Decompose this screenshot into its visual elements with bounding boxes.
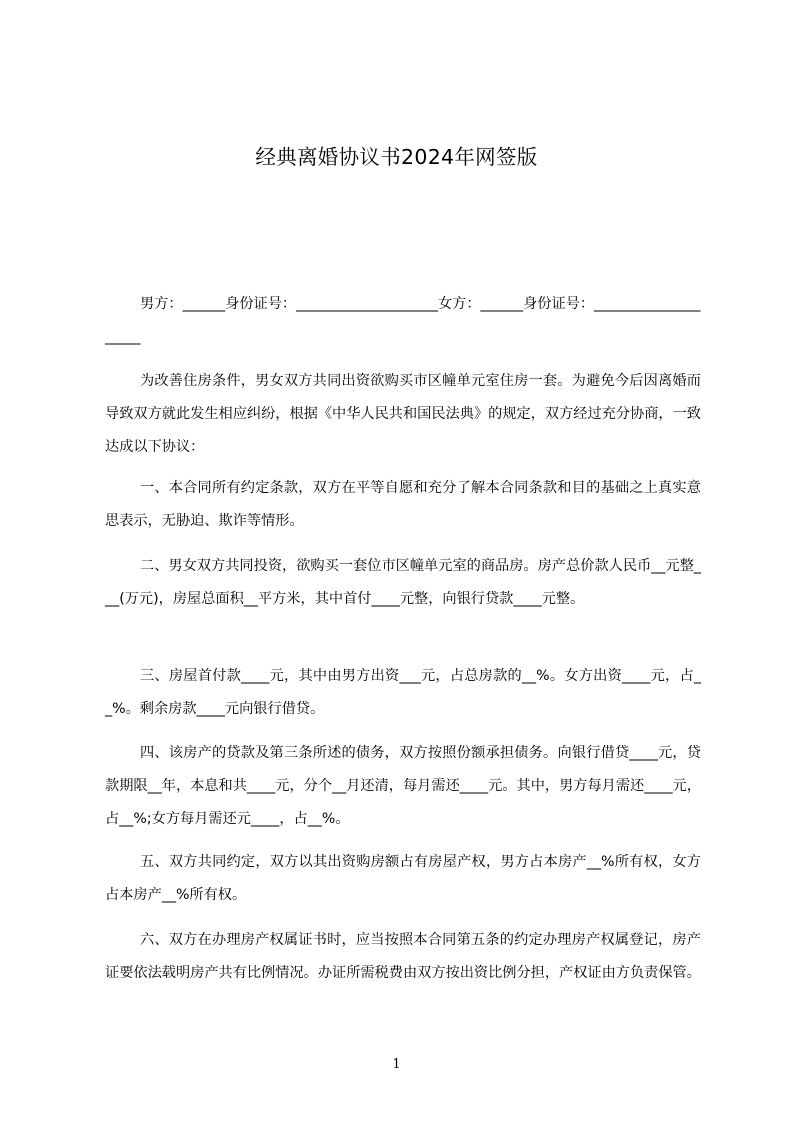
clause-4-paragraph: 四、该房产的贷款及第三条所述的债务，双方按照份额承担债务。向银行借贷____元，贷款期限__年，本息和共____元，分个__月还清，每月需还____元。其中，男方每月需还____元，占__%;女方每月需还元____，占__%。 (105, 745, 701, 827)
clause-2-paragraph: 二、男女双方共同投资，欲购买一套位市区幢单元室的商品房。房产总价款人民币__元整___(万元)，房屋总面积__平方米，其中首付____元整，向银行贷款____元整。 (105, 558, 701, 607)
document-title: 经典离婚协议书2024年网签版 (255, 145, 538, 169)
clause-1-paragraph: 一、本合同所有约定条款，双方在平等自愿和充分了解本合同条款和目的基础之上真实意思表示，无胁迫、欺诈等情形。 (105, 480, 701, 529)
clause-3-paragraph: 三、房屋首付款____元，其中由男方出资___元，占总房款的__%。女方出资____元，占__%。剩余房款____元向银行借贷。 (105, 668, 701, 717)
party-info-line: 男方：______身份证号：____________________女方：______身份证号：____________________ (105, 296, 701, 345)
page-number: 1 (392, 1057, 401, 1072)
clause-6-paragraph: 六、双方在办理房产权属证书时，应当按照本合同第五条的约定办理房产权属登记，房产证要依法载明房产共有比例情况。办证所需税费由双方按出资比例分担，产权证由方负责保管。 (105, 932, 701, 981)
intro-paragraph: 为改善住房条件，男女双方共同出资欲购买市区幢单元室住房一套。为避免今后因离婚而导致双方就此发生相应纠纷，根据《中华人民共和国民法典》的规定，双方经过充分协商，一致达成以下协议： (105, 373, 701, 455)
clause-5-paragraph: 五、双方共同约定，双方以其出资购房额占有房屋产权，男方占本房产__%所有权，女方占本房产__%所有权。 (105, 854, 701, 903)
